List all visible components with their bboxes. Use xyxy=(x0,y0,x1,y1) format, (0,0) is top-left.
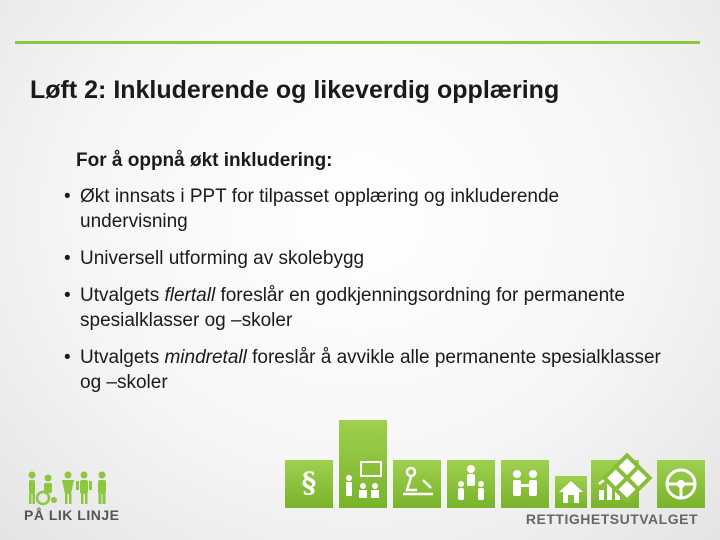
classroom-icon xyxy=(339,420,387,508)
bullet-item xyxy=(60,184,670,234)
top-accent-rule xyxy=(15,41,700,44)
people-figures-icon xyxy=(24,470,134,506)
paragraph-icon xyxy=(285,460,333,508)
pa-lik-linje-logo xyxy=(24,470,134,526)
bullet-text: Universell utforming av skolebygg xyxy=(80,248,365,269)
bullet-item xyxy=(60,283,670,333)
bullet-item xyxy=(60,345,670,395)
bullet-text: Utvalgets xyxy=(80,285,165,306)
rettighetsutvalget-wordmark: RETTIGHETSUTVALGET xyxy=(525,511,698,527)
bullet-emphasis: mindretall xyxy=(164,347,247,368)
bullet-emphasis: flertall xyxy=(164,285,216,306)
bullet-text: foreslår en godkjenningsordning for permanente spesialklasser og –skoler xyxy=(80,285,625,331)
puzzle-icon xyxy=(597,448,657,508)
student-desk-icon xyxy=(393,460,441,508)
slide-title: Løft 2: Inkluderende og likeverdig opplæring xyxy=(30,76,560,104)
bullet-marker: • xyxy=(64,285,71,306)
slide-content xyxy=(60,150,670,407)
logo-wordmark: PÅ LIK LINJE xyxy=(24,507,120,523)
family-icon xyxy=(447,460,495,508)
bullet-text: Økt innsats i PPT for tilpasset opplæring og inkluderende undervisning xyxy=(80,186,560,232)
content-subheading: For å oppnå økt inkludering: xyxy=(76,150,333,171)
steering-wheel-icon xyxy=(657,460,705,508)
rights-group-icon xyxy=(501,460,549,508)
home-icon xyxy=(555,476,587,508)
bullet-item xyxy=(60,246,670,271)
bullet-marker: • xyxy=(64,347,71,368)
bullet-text: foreslår å avvikle alle permanente spesialklasser og –skoler xyxy=(80,347,661,393)
bullet-text: Utvalgets xyxy=(80,347,165,368)
bullet-marker: • xyxy=(64,186,71,207)
bullet-marker: • xyxy=(64,248,71,269)
paragraph-symbol: § xyxy=(301,466,317,499)
bullet-list xyxy=(60,184,670,395)
